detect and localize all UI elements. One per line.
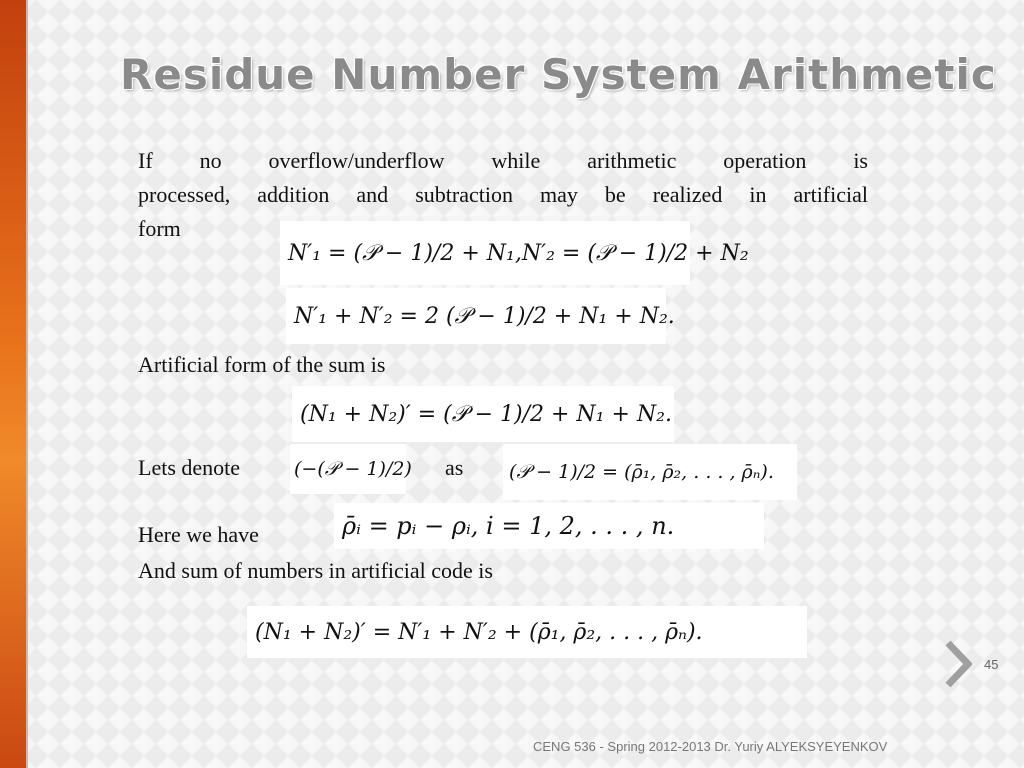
equation-7-text: (N₁ + N₂)′ = N′₁ + N′₂ + (ρ̄₁, ρ̄₂, . . . , ρ̄ₙ). xyxy=(255,619,703,645)
sum-label: Artificial form of the sum is xyxy=(138,352,386,377)
equation-5 xyxy=(503,444,797,500)
footer-text: CENG 536 - Spring 2012-2013 Dr. Yuriy ALYEKSYEYENKOV xyxy=(533,739,888,754)
accent-sidebar xyxy=(0,0,26,768)
here-label: Here we have xyxy=(138,522,259,547)
page-number: 45 xyxy=(984,657,999,672)
equation-2 xyxy=(286,288,675,344)
equation-6 xyxy=(334,503,764,549)
chevron-right-icon[interactable] xyxy=(944,640,972,688)
equation-6-text: ρ̄ᵢ = pᵢ − ρᵢ, i = 1, 2, . . . , n. xyxy=(342,512,675,540)
as-label: as xyxy=(445,455,464,480)
intro-line-3: form xyxy=(138,216,181,241)
equation-4 xyxy=(290,444,412,494)
equation-1-right: N′₂ = (𝒫 − 1)/2 + N₂ xyxy=(521,240,749,266)
equation-3 xyxy=(292,386,674,442)
code-label: And sum of numbers in artificial code is xyxy=(138,558,493,583)
equation-1-left: N′₁ = (𝒫 − 1)/2 + N₁, xyxy=(288,240,522,266)
equation-1 xyxy=(280,221,749,285)
intro-line-2: processed, addition and subtraction may be realized in artificial xyxy=(138,182,868,207)
equation-4-text: (−(𝒫 − 1)/2) xyxy=(294,458,412,480)
intro-line-1: If no overflow/underflow while arithmetic operation is xyxy=(138,148,868,173)
equation-2-text: N′₁ + N′₂ = 2 (𝒫 − 1)/2 + N₁ + N₂. xyxy=(294,303,675,329)
slide-title: Residue Number System Arithmetic xyxy=(120,50,997,99)
equation-3-text: (N₁ + N₂)′ = (𝒫 − 1)/2 + N₁ + N₂. xyxy=(300,401,672,427)
denote-label: Lets denote xyxy=(138,455,241,480)
equation-7 xyxy=(247,606,807,658)
equation-5-text: (𝒫 − 1)/2 = (ρ̄₁, ρ̄₂, . . . , ρ̄ₙ). xyxy=(509,461,774,483)
